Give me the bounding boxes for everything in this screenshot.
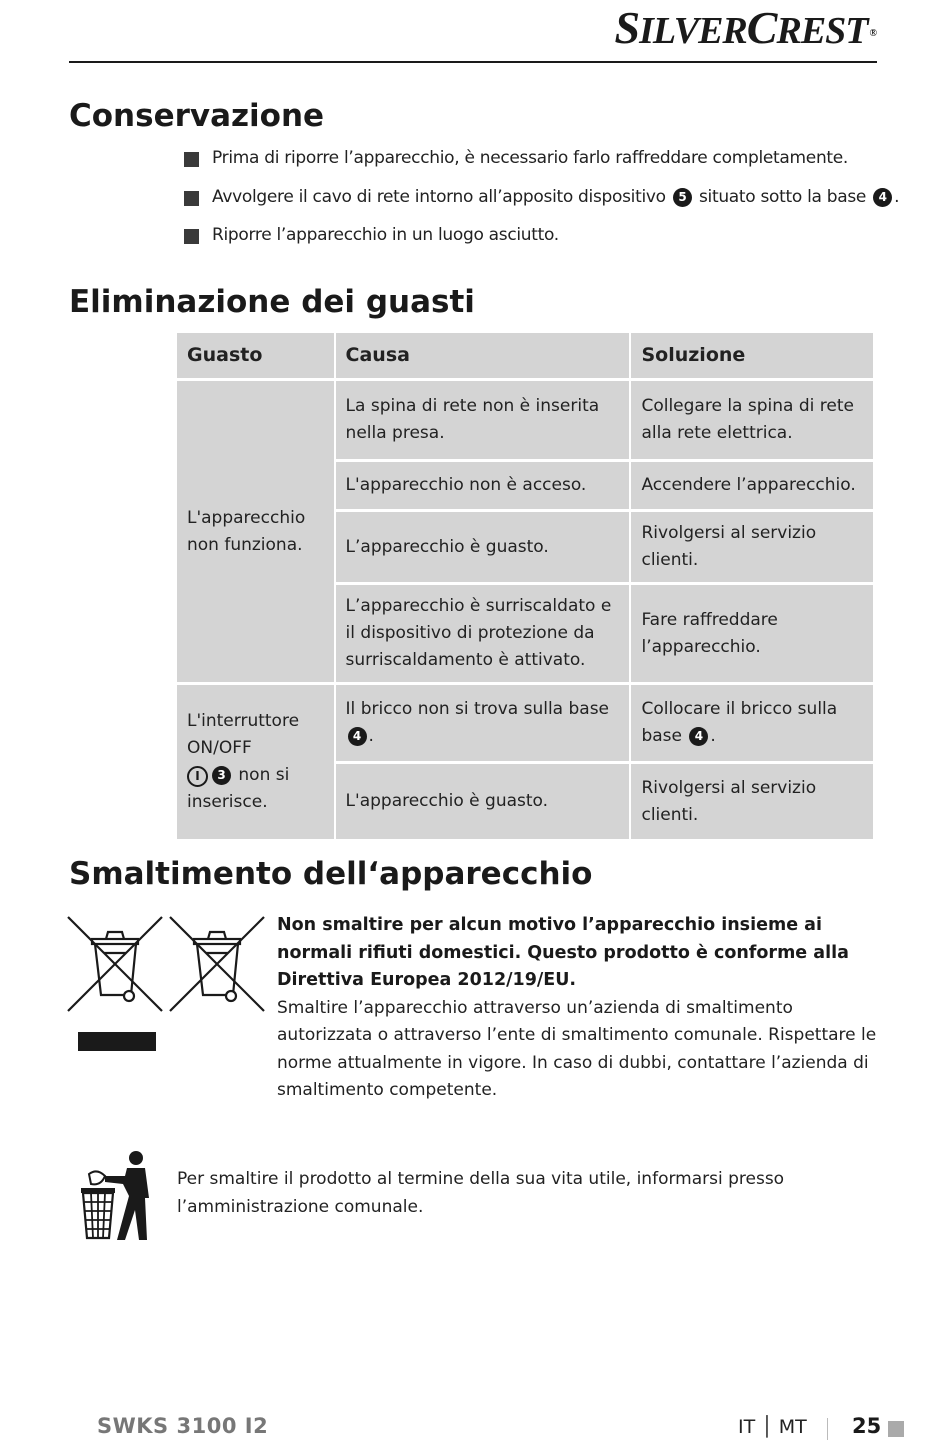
solution-cell: Collocare il bricco sulla base 4 . [631, 685, 873, 761]
solution-cell: Collegare la spina di rete alla rete elettrica. [631, 381, 873, 459]
footer-model: SWKS 3100 I2 [97, 1414, 269, 1438]
ref-number: 4 [689, 727, 708, 746]
cause-cell: L’apparecchio è surriscaldato e il dispositivo di protezione da surriscaldamento è attivato. [336, 585, 630, 682]
section-title-storage: Conservazione [69, 98, 325, 134]
ref-number: 4 [873, 188, 892, 207]
list-item: Riporre l’apparecchio in un luogo asciutto. [184, 220, 884, 259]
solution-cell: Accendere l’apparecchio. [631, 462, 873, 509]
solution-cell: Rivolgersi al servizio clienti. [631, 764, 873, 839]
troubleshooting-table [175, 330, 875, 842]
disposal-text [277, 912, 877, 1105]
crossed-bin-icon [170, 917, 264, 1011]
table-header-row [177, 333, 873, 378]
solution-cell: Fare raffreddare l’apparecchio. [631, 585, 873, 682]
footer-separator [827, 1418, 828, 1440]
disposal-note: Per smaltire il prodotto al termine della sua vita utile, informarsi presso l’amministrazione comunale. [177, 1169, 785, 1217]
column-header-fault: Guasto [177, 333, 334, 378]
disposal-warning: Non smaltire per alcun motivo l’apparecchio insieme ai normali rifiuti domestici. Questo prodotto è conforme alla Direttiva Europea 2012/19/EU. [277, 915, 849, 990]
weee-bar [78, 1032, 156, 1051]
page-number: 25 [852, 1414, 882, 1438]
fault-cell: L'apparecchio non funziona. [177, 381, 334, 682]
column-header-solution: Soluzione [631, 333, 873, 378]
cause-cell: L’apparecchio è guasto. [336, 512, 630, 582]
ref-number: 4 [348, 727, 367, 746]
column-header-cause: Causa [336, 333, 630, 378]
storage-list [184, 143, 900, 259]
list-item: Prima di riporre l’apparecchio, è necessario farlo raffreddare completamente. [184, 143, 884, 182]
solution-cell: Rivolgersi al servizio clienti. [631, 512, 873, 582]
footer-languages: IT │ MT [738, 1416, 807, 1438]
header-rule [69, 61, 877, 63]
cause-cell: Il bricco non si trova sulla base 4 . [336, 685, 630, 761]
disposal-instructions: Smaltire l’apparecchio attraverso un’azienda di smaltimento autorizzata o attraverso l’ente di smaltimento comunale. Rispettare le norme attualmente in vigore. In caso di dubbi, contattare l’azienda di smaltimento competente. [277, 997, 877, 1100]
ref-number: 5 [673, 188, 692, 207]
fault-cell: L'interruttore ON/OFF I 3 non si inserisce. [177, 685, 334, 839]
brand-logo: SILVERCREST ® [614, 2, 876, 53]
section-title-troubleshooting: Eliminazione dei guasti [69, 284, 475, 320]
crossed-bin-icon [68, 917, 162, 1011]
cause-cell: La spina di rete non è inserita nella presa. [336, 381, 630, 459]
section-title-disposal: Smaltimento dell‘apparecchio [69, 856, 593, 892]
cause-cell: L'apparecchio non è acceso. [336, 462, 630, 509]
list-item: Avvolgere il cavo di rete intorno all’apposito dispositivo 5 situato sotto la base 4 . [184, 182, 884, 221]
weee-icons [66, 915, 266, 1015]
ref-number: 3 [212, 766, 231, 785]
power-symbol-icon: I [187, 766, 208, 787]
tidyman-icon [79, 1150, 153, 1242]
cause-cell: L'apparecchio è guasto. [336, 764, 630, 839]
table-row [177, 381, 873, 459]
table-row [177, 685, 873, 761]
footer-square-icon [888, 1421, 904, 1437]
